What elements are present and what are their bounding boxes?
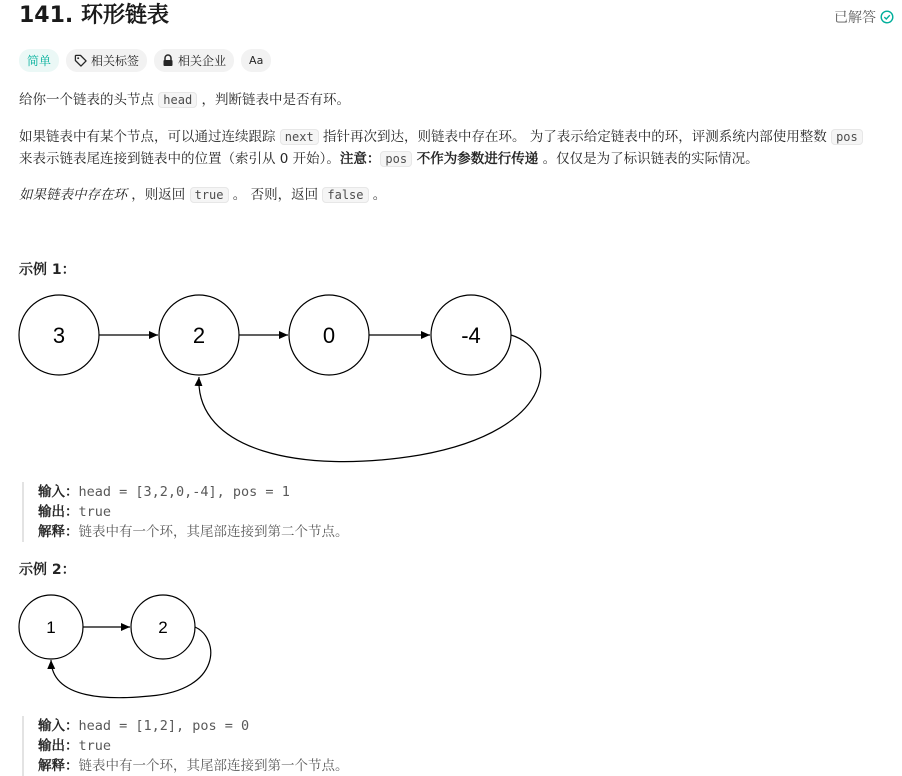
description-paragraph-1	[19, 89, 350, 111]
example-2-diagram	[0, 590, 260, 710]
text: 如果链表中有某个节点，可以通过连续跟踪	[19, 129, 280, 145]
node-value: 3	[52, 323, 66, 348]
example-2-io	[22, 716, 349, 776]
solved-label: 已解答	[834, 10, 876, 26]
output-label: 输出：	[38, 504, 79, 520]
inline-code-pos: pos	[831, 129, 863, 145]
inline-code-next: next	[280, 129, 319, 145]
tag-bar	[19, 49, 271, 72]
text: 。 否则，返回	[228, 187, 323, 203]
input-label: 输入：	[38, 484, 79, 500]
example-2-heading: 示例 2：	[19, 562, 76, 578]
related-companies-label: 相关企业	[178, 54, 227, 68]
example-1-heading: 示例 1：	[19, 262, 76, 278]
difficulty-tag[interactable]	[19, 49, 59, 72]
text: 指针再次到达，则链表中存在环。 为了表示给定链表中的环，评测系统内部使用整数	[318, 129, 832, 145]
italic-text: 如果链表中存在环	[19, 187, 127, 203]
font-size-icon: Aa	[249, 54, 264, 67]
output-value: true	[78, 738, 112, 754]
explain-value: 链表中有一个环，其尾部连接到第二个节点。	[78, 524, 349, 540]
difficulty-label: 简单	[27, 54, 52, 68]
input-value: head = [1,2], pos = 0	[78, 718, 250, 734]
example-1-diagram	[0, 290, 600, 470]
explain-value: 链表中有一个环，其尾部连接到第一个节点。	[78, 758, 349, 774]
description-paragraph-3	[19, 184, 386, 206]
font-size-button[interactable]	[241, 49, 271, 72]
check-circle-icon	[880, 10, 894, 24]
lock-icon	[162, 54, 174, 67]
input-value: head = [3,2,0,-4], pos = 1	[78, 484, 290, 500]
node-value: -4	[461, 323, 481, 348]
text: ，判断链表中是否有环。	[197, 92, 350, 108]
problem-title: 141. 环形链表	[19, 3, 169, 28]
tag-icon	[74, 54, 87, 67]
example-1-io	[22, 482, 349, 542]
text: 给你一个链表的头节点	[19, 92, 159, 108]
output-value: true	[78, 504, 112, 520]
explain-label: 解释：	[38, 758, 79, 774]
related-tags-button[interactable]	[66, 49, 147, 72]
text: ，则返回	[127, 187, 190, 203]
inline-code-false: false	[322, 187, 368, 203]
output-label: 输出：	[38, 738, 79, 754]
related-companies-button[interactable]	[154, 49, 234, 72]
related-tags-label: 相关标签	[91, 54, 140, 68]
text: 。	[368, 187, 387, 203]
text: 来表示链表尾连接到链表中的位置（索引从 0 开始）。	[19, 151, 340, 167]
node-value: 2	[158, 618, 168, 637]
note-label: 注意：	[339, 151, 381, 167]
node-value: 1	[46, 618, 56, 637]
inline-code-true: true	[190, 187, 229, 203]
not-param-text: 不作为参数进行传递	[412, 151, 539, 167]
explain-label: 解释：	[38, 524, 79, 540]
inline-code-pos-2: pos	[380, 151, 412, 167]
input-label: 输入：	[38, 718, 79, 734]
text: 。仅仅是为了标识链表的实际情况。	[538, 151, 759, 167]
description-paragraph-2	[19, 126, 889, 170]
inline-code-head: head	[158, 92, 197, 108]
solved-status	[834, 7, 894, 27]
node-value: 0	[322, 323, 336, 348]
node-value: 2	[192, 323, 206, 348]
